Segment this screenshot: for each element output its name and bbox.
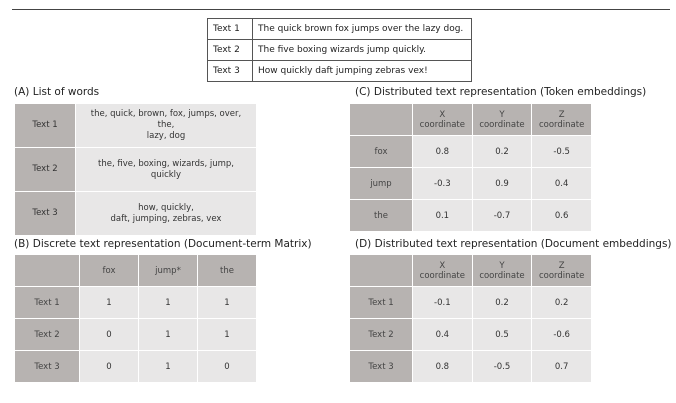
words-row: [15, 192, 257, 236]
text-label: Text 2: [208, 40, 253, 61]
words-line: lazy, dog: [146, 131, 186, 141]
row-label: Text 2: [350, 319, 413, 351]
value-cell: 0.1: [413, 200, 473, 232]
table-row: [15, 319, 257, 351]
words-cell: [76, 148, 257, 192]
panel-a-caption: (A) List of words: [14, 86, 100, 98]
header-row: [15, 255, 257, 287]
row-label: Text 3: [350, 351, 413, 383]
column-header: the: [198, 255, 257, 287]
value-cell: -0.1: [413, 287, 473, 319]
row-label: Text 3: [15, 192, 76, 236]
column-header: Y coordinate: [472, 104, 532, 136]
text-label: Text 3: [208, 61, 253, 82]
value-cell: 0.2: [472, 136, 532, 168]
corner-cell: [350, 255, 413, 287]
column-header: Z coordinate: [532, 255, 592, 287]
words-cell: [76, 104, 257, 148]
value-cell: 0.8: [413, 351, 473, 383]
value-cell: -0.3: [413, 168, 473, 200]
texts-table: [207, 18, 472, 82]
panel-c-table: [349, 103, 592, 232]
column-header: Y coordinate: [472, 255, 532, 287]
value-cell: 1: [139, 351, 198, 383]
panel-a-table: [14, 103, 257, 236]
row-label: the: [350, 200, 413, 232]
column-header: jump*: [139, 255, 198, 287]
corner-cell: [350, 104, 413, 136]
value-cell: 0.2: [532, 287, 592, 319]
value-cell: -0.5: [472, 351, 532, 383]
text-sentence: The quick brown fox jumps over the lazy dog.: [253, 19, 472, 40]
value-cell: 1: [198, 287, 257, 319]
value-cell: 0: [80, 351, 139, 383]
column-header: fox: [80, 255, 139, 287]
table-row: [15, 287, 257, 319]
header-row: [350, 255, 592, 287]
row-label: jump: [350, 168, 413, 200]
row-label: Text 2: [15, 148, 76, 192]
words-row: [15, 148, 257, 192]
panel-d-caption: (D) Distributed text representation (Document embeddings): [355, 238, 672, 250]
value-cell: -0.7: [472, 200, 532, 232]
table-row: [350, 287, 592, 319]
top-rule: [12, 9, 670, 10]
value-cell: 0.2: [472, 287, 532, 319]
words-line: how, quickly,: [138, 202, 194, 213]
value-cell: -0.6: [532, 319, 592, 351]
value-cell: 0.4: [413, 319, 473, 351]
column-header: Z coordinate: [532, 104, 592, 136]
panel-b-caption: (B) Discrete text representation (Document-term Matrix): [14, 238, 312, 250]
panel-b-table: [14, 254, 257, 383]
value-cell: 1: [139, 319, 198, 351]
text-row: [208, 61, 472, 82]
words-line: the, quick, brown, fox, jumps, over, the,: [90, 109, 242, 130]
words-line: daft, jumping, zebras, vex: [110, 213, 222, 224]
value-cell: 1: [139, 287, 198, 319]
value-cell: 0: [80, 319, 139, 351]
column-header: X coordinate: [413, 255, 473, 287]
row-label: Text 3: [15, 351, 80, 383]
value-cell: 0.8: [413, 136, 473, 168]
value-cell: 1: [198, 319, 257, 351]
text-sentence: How quickly daft jumping zebras vex!: [253, 61, 472, 82]
table-row: [350, 200, 592, 232]
panel-c-caption: (C) Distributed text representation (Token embeddings): [355, 86, 647, 98]
text-label: Text 1: [208, 19, 253, 40]
row-label: Text 1: [350, 287, 413, 319]
words-cell: [76, 192, 257, 236]
column-header: X coordinate: [413, 104, 473, 136]
text-row: [208, 40, 472, 61]
row-label: Text 1: [15, 287, 80, 319]
panel-d-table: [349, 254, 592, 383]
text-row: [208, 19, 472, 40]
text-sentence: The five boxing wizards jump quickly.: [253, 40, 472, 61]
table-row: [350, 319, 592, 351]
row-label: Text 2: [15, 319, 80, 351]
value-cell: 0.6: [532, 200, 592, 232]
value-cell: 0.4: [532, 168, 592, 200]
header-row: [350, 104, 592, 136]
value-cell: -0.5: [532, 136, 592, 168]
value-cell: 0.5: [472, 319, 532, 351]
words-row: [15, 104, 257, 148]
row-label: fox: [350, 136, 413, 168]
value-cell: 0.9: [472, 168, 532, 200]
corner-cell: [15, 255, 80, 287]
table-row: [350, 168, 592, 200]
value-cell: 0.7: [532, 351, 592, 383]
table-row: [350, 351, 592, 383]
words-line: the, five, boxing, wizards, jump, quickly: [98, 158, 234, 180]
value-cell: 0: [198, 351, 257, 383]
table-row: [350, 136, 592, 168]
table-row: [15, 351, 257, 383]
row-label: Text 1: [15, 104, 76, 148]
value-cell: 1: [80, 287, 139, 319]
